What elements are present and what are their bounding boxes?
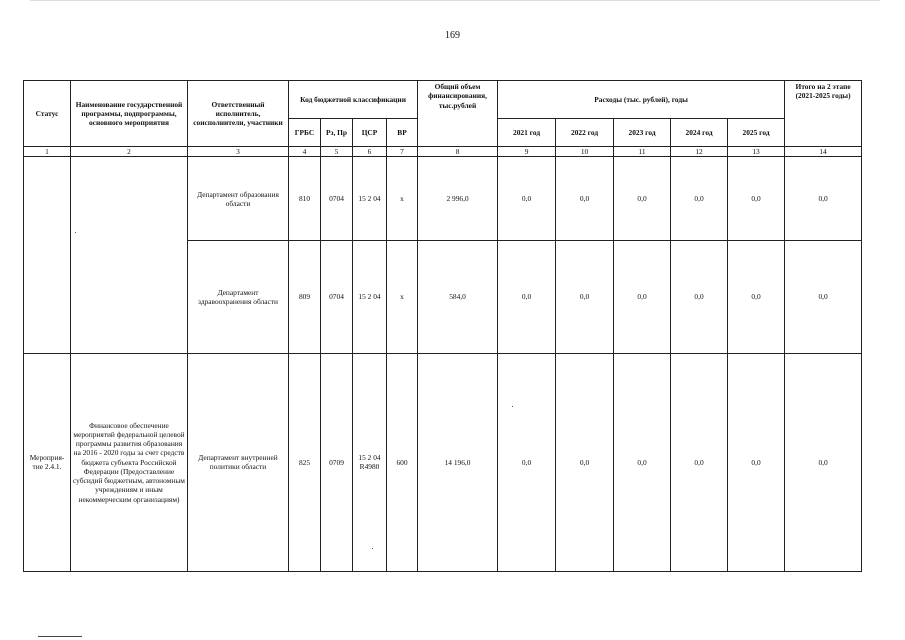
status-cell [24,157,71,353]
column-number: 9 [498,147,556,157]
scan-speck [372,548,373,549]
column-number: 7 [387,147,418,157]
column-number: 8 [418,147,498,157]
grbs-cell: 809 [289,241,321,353]
header-year-2022: 2022 год [556,119,614,147]
csr-cell: 15 2 04 [353,157,387,241]
header-expenses: Расходы (тыс. рублей), годы [498,81,785,119]
year-2023-cell: 0,0 [614,241,671,353]
name-cell [71,157,188,353]
header-executor: Ответственный исполнитель, соисполнители, участники [188,81,289,147]
page-number: 169 [445,30,460,41]
header-status: Статус [24,81,71,147]
bottom-mark [38,636,82,637]
executor-cell: Департамент здравоохранения области [188,241,289,353]
header-grbs: ГРБС [289,119,321,147]
year-2023-cell: 0,0 [614,157,671,241]
column-number: 11 [614,147,671,157]
year-2021-cell: 0,0 [498,241,556,353]
rzpr-cell: 0704 [321,157,353,241]
table-row [24,157,862,241]
year-2025-cell: 0,0 [728,241,785,353]
top-rule [30,0,880,1]
column-number: 6 [353,147,387,157]
scan-speck [512,406,513,407]
header-rzpr: Рз, Пр [321,119,353,147]
total-cell: 2 996,0 [418,157,498,241]
year-2024-cell: 0,0 [671,157,728,241]
header-year-2023: 2023 год [614,119,671,147]
header-total: Общий объем финансирования, тыс.рублей [418,81,498,147]
header-csr: ЦСР [353,119,387,147]
vr-cell: х [387,157,418,241]
csr-cell: 15 2 04 [353,241,387,353]
total-cell: 14 196,0 [418,353,498,571]
column-number-row [24,147,862,157]
itogo-cell: 0,0 [785,157,862,241]
rzpr-cell: 0704 [321,241,353,353]
budget-table [23,80,862,572]
name-cell: Финансовое обеспечение мероприятий федеральной целевой программы развития образования на 2016 - 2020 годы за счет средств бюджета субъекта Российской Федерации (Предоставление субсидий бюджетным, автономным учреждениям и иным некоммерческим организациям) [71,353,188,571]
year-2022-cell: 0,0 [556,241,614,353]
year-2021-cell: 0,0 [498,157,556,241]
header-year-2025: 2025 год [728,119,785,147]
vr-cell: 600 [387,353,418,571]
header-year-2024: 2024 год [671,119,728,147]
column-number: 3 [188,147,289,157]
year-2022-cell: 0,0 [556,157,614,241]
year-2022-cell: 0,0 [556,353,614,571]
grbs-cell: 825 [289,353,321,571]
table-row [24,353,862,571]
itogo-cell: 0,0 [785,353,862,571]
column-number: 12 [671,147,728,157]
year-2025-cell: 0,0 [728,157,785,241]
header-itogo: Итого на 2 этапе (2021-2025 годы) [785,81,862,147]
csr-cell: 15 2 04 R4980 [353,353,387,571]
year-2023-cell: 0,0 [614,353,671,571]
column-number: 10 [556,147,614,157]
status-cell: Мероприя-тие 2.4.1. [24,353,71,571]
column-number: 13 [728,147,785,157]
header-year-2021: 2021 год [498,119,556,147]
header-budget-code: Код бюджетной классификации [289,81,418,119]
scan-speck [75,232,76,233]
total-cell: 584,0 [418,241,498,353]
executor-cell: Департамент внутренней политики области [188,353,289,571]
year-2025-cell: 0,0 [728,353,785,571]
column-number: 14 [785,147,862,157]
year-2024-cell: 0,0 [671,353,728,571]
rzpr-cell: 0709 [321,353,353,571]
vr-cell: х [387,241,418,353]
year-2024-cell: 0,0 [671,241,728,353]
executor-cell: Департамент образования области [188,157,289,241]
grbs-cell: 810 [289,157,321,241]
column-number: 5 [321,147,353,157]
column-number: 4 [289,147,321,157]
column-number: 2 [71,147,188,157]
header-vr: ВР [387,119,418,147]
year-2021-cell: 0,0 [498,353,556,571]
itogo-cell: 0,0 [785,241,862,353]
column-number: 1 [24,147,71,157]
header-name: Наименование государственной программы, подпрограммы, основного мероприятия [71,81,188,147]
